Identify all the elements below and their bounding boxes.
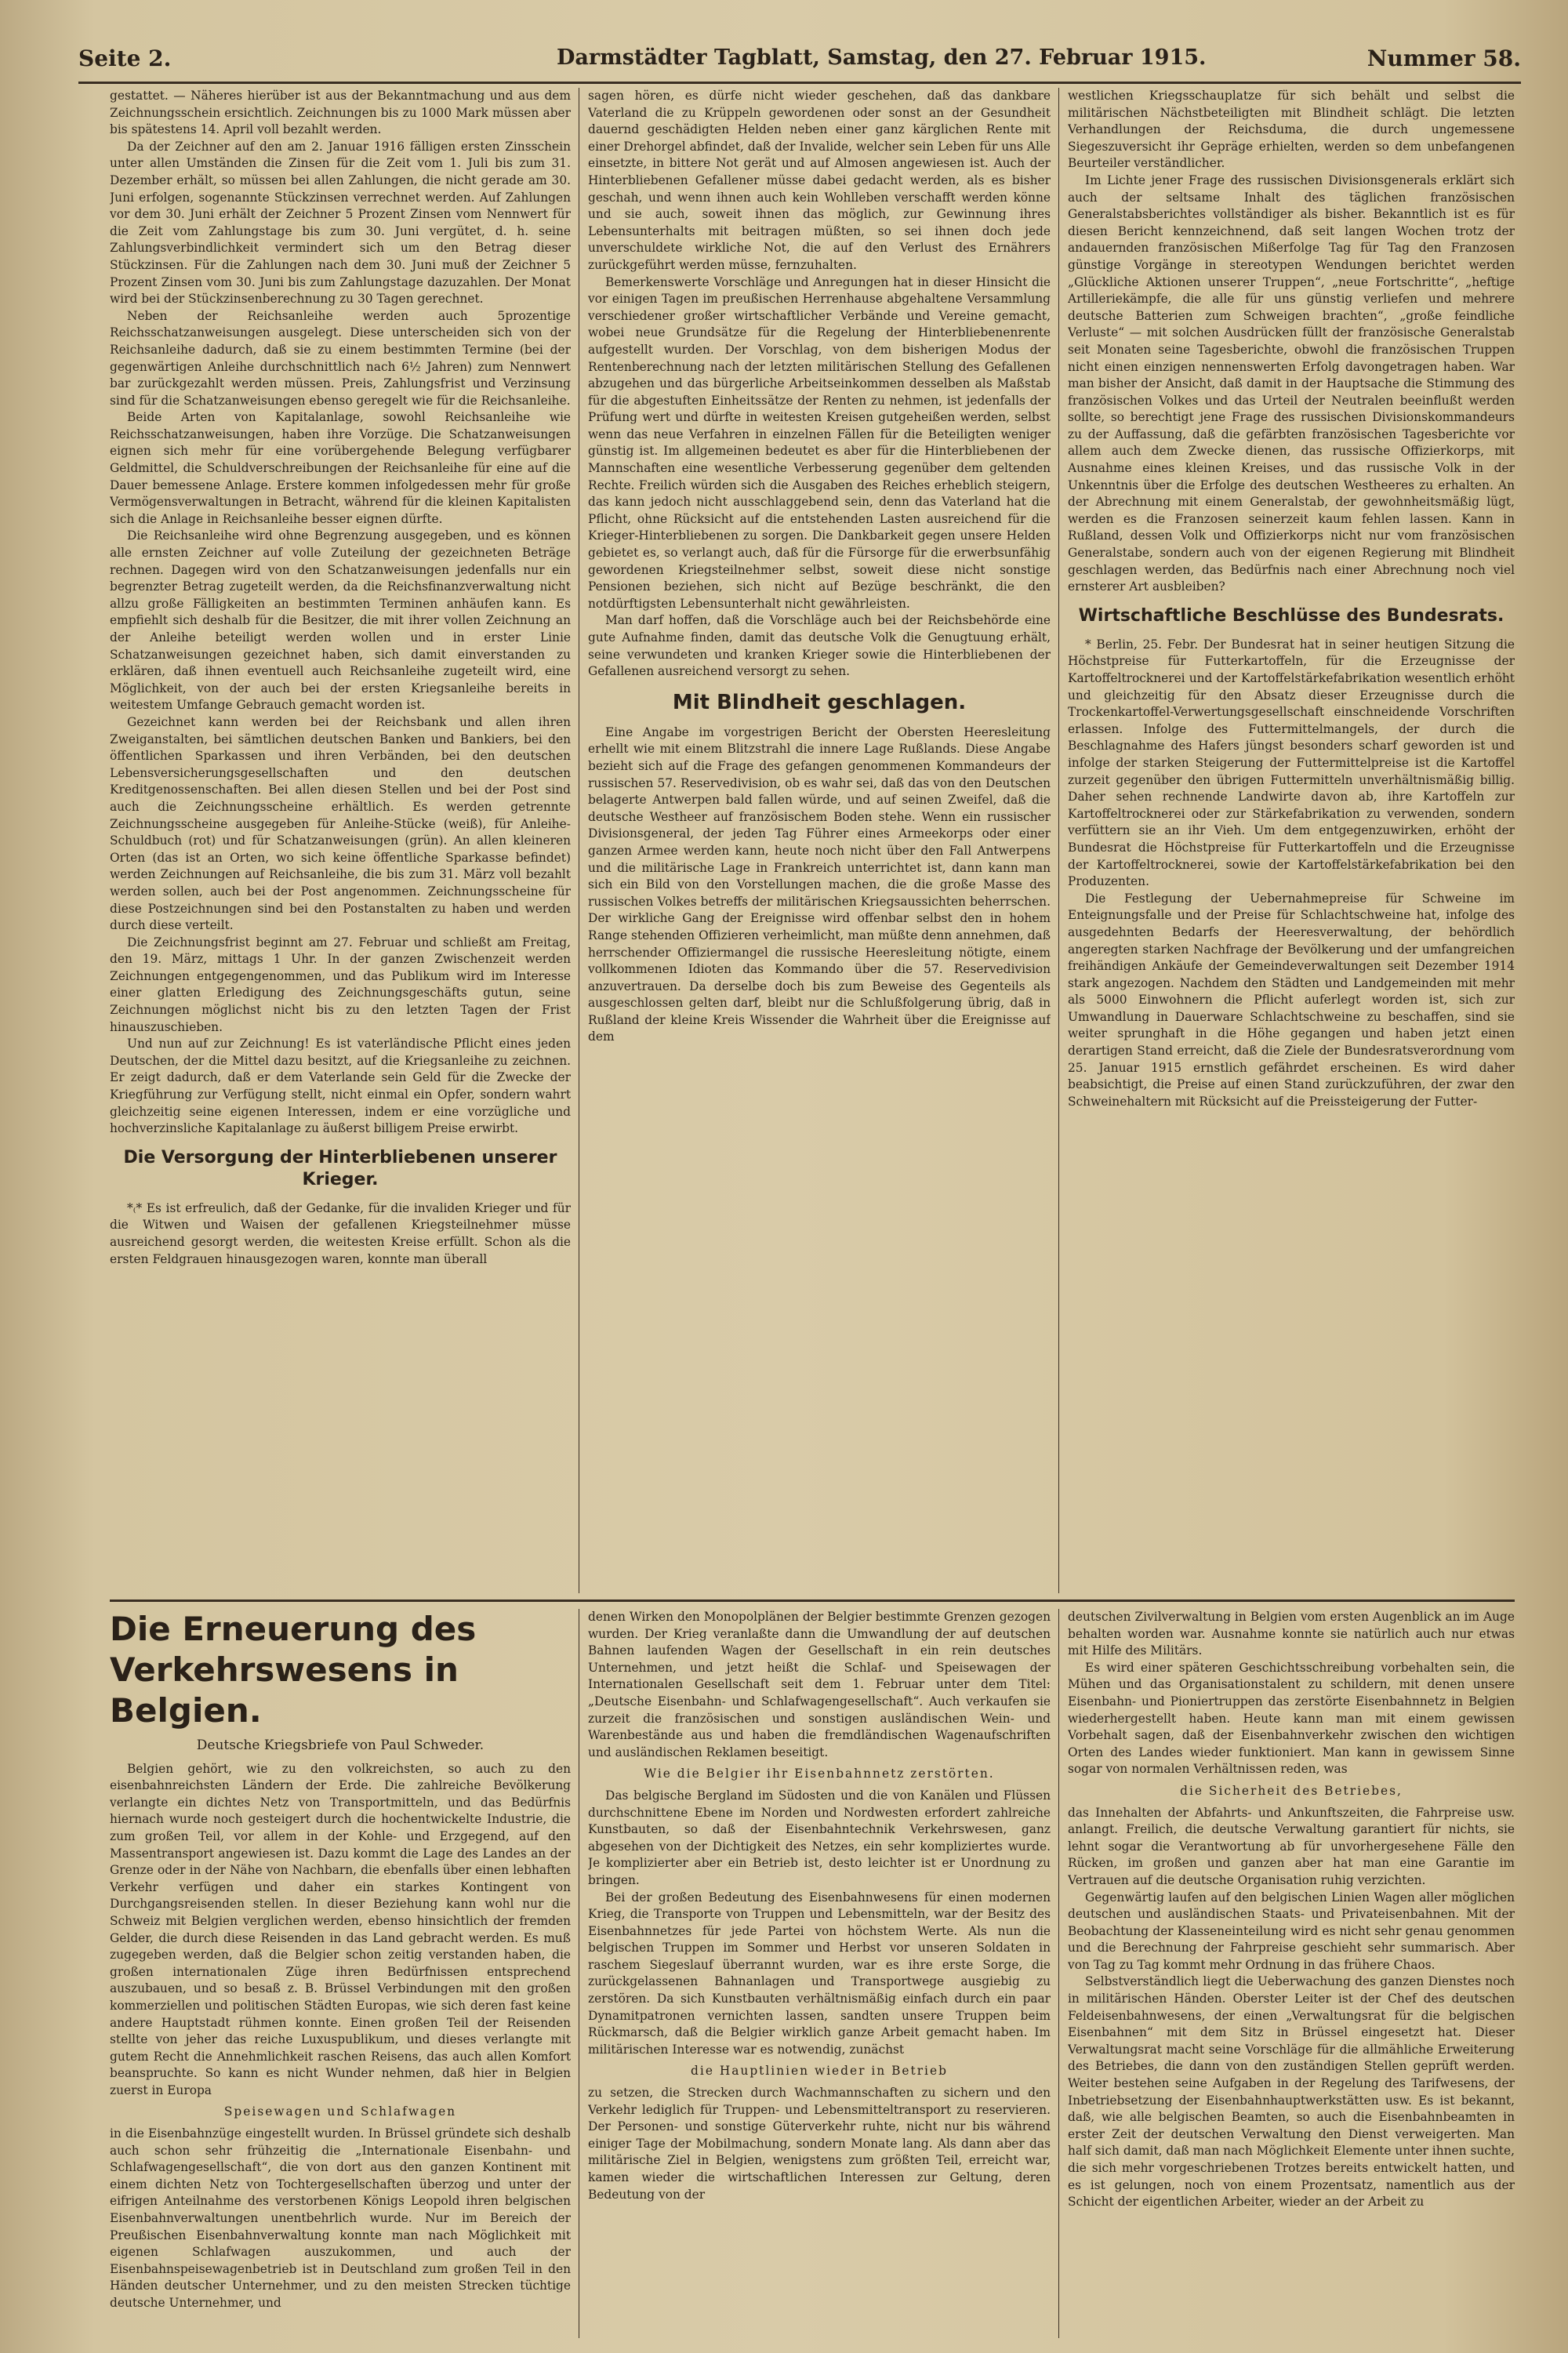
- paragraph: Die Zeichnungsfrist beginnt am 27. Februar und schließt am Freitag, den 19. März, mittags 1 Uhr. In der ganzen Zwischenzeit werden Zeichnungen entgegengenommen, und das Publikum wird im Interesse einer glatten Erledigung des Zeichnungsgeschäfts gutun, seine Zeichnungen möglichst nicht bis zu den letzten Tagen der Frist hinauszuschieben.: [110, 935, 571, 1034]
- column-2: [588, 88, 1051, 1593]
- subheading: die Hauptlinien wieder in Betrieb: [691, 2064, 948, 2079]
- anleihe-article: [110, 88, 571, 1138]
- column-divider: [1058, 88, 1059, 1593]
- issue-number: Nummer 58.: [1367, 45, 1521, 71]
- subheading: die Sicherheit des Betriebes,: [1180, 1783, 1403, 1798]
- paragraph: Man darf hoffen, daß die Vorschläge auch bei der Reichsbehörde eine gute Aufnahme finden, damit das deutsche Volk die Genugtuung erhält, seine verwundeten und kranken Krieger sowie die Hinterbliebenen der Gefallenen ausreichend versorgt zu sehen.: [588, 613, 1051, 679]
- paragraph: Die Festlegung der Uebernahmepreise für Schweine im Enteignungsfalle und der Preise für Schlachtschweine hat, infolge des ausgedehnten Bedarfs der Heeresverwaltung, der behördlich angeregten starken Nachfrage der Bevölkerung und der umfangreichen freihändigen Ankäufe der Gemeindeverwaltungen seit Dezember 1914 stark angezogen. Nachdem den Städten und Landgemeinden mit mehr als 5000 Einwohnern die Pflicht auferlegt worden ist, sich zur Umwandlung in Dauerware Schlachtschweine zu beschaffen, sind sie weiter sprunghaft in die Höhe gegangen und haben jetzt einen derartigen Stand erreicht, daß die Ziele der Bundesratsverordnung vom 25. Januar 1915 ernstlich gefährdet erscheinen. Es wird daher beabsichtigt, die Preise auf einen Stand zurückzuführen, der zwar den Schweinehaltern mit Rücksicht auf die Preissteigerung der Futter-: [1068, 891, 1515, 1109]
- section-rule: [110, 1600, 1515, 1602]
- subheading: Speisewagen und Schlafwagen: [223, 2104, 457, 2119]
- paragraph: Selbstverständlich liegt die Ueberwachung des ganzen Dienstes noch in militärischen Händen. Oberster Leiter ist der Chef des deutschen Feldeisenbahnwesens, der einen „Verwaltungsrat für die belgischen Eisenbahnen“ mit dem Sitz in Brüssel eingesetzt hat. Dieser Verwaltungsrat macht seine Vorschläge für die allmähliche Erweiterung des Betriebes, die dann von den zuständigen Stellen geprüft werden. Weiter bestehen seine Aufgaben in der Regelung des Tarifwesens, der Inbetriebsetzung der Eisenbahnhauptwerkstätten usw. Es ist bekannt, daß, wie alle belgischen Beamten, so auch die Eisenbahnbeamten in erster Zeit der deutschen Verwaltung den Dienst verweigerten. Man half sich damit, daß man nach Möglichkeit Elemente unter ihnen suchte, die sich mehr vorgeschriebenen Trotzes bereits entwickelt hatten, und es ist gelungen, noch von einem Prozentsatz, namentlich aus der Schicht der eigentlichen Arbeiter, wieder an der Arbeit zu: [1068, 1974, 1515, 2210]
- header-rule: [78, 82, 1521, 84]
- page-header: [78, 45, 1521, 80]
- paragraph: denen Wirken den Monopolplänen der Belgier bestimmte Grenzen gezogen wurden. Der Krieg veranlaßte dann die Umwandlung der auf deutschen Bahnen laufenden Wagen der Gesellschaft in ein rein deutsches Unternehmen, und jetzt heißt die Schlaf- und Speisewagen der Internationalen Gesellschaft seit dem 1. Februar unter dem Titel: „Deutsche Eisenbahn- und Schlafwagengesellschaft“. Auch verkaufen sie zurzeit die französischen und sonstigen ausländischen Wein- und Warenbestände aus und haben die fremdländischen Wagenaufschriften und ausländischen Reklamen beseitigt.: [588, 1610, 1051, 1759]
- lower-column-2: [588, 1609, 1051, 2338]
- paragraph: Eine Angabe im vorgestrigen Bericht der Obersten Heeresleitung erhellt wie mit einem Blitzstrahl die innere Lage Rußlands. Diese Angabe bezieht sich auf die Frage des gefangen genommenen Kommandeurs der russischen 57. Reservedivision, ob es wahr sei, daß das von den Deutschen belagerte Antwerpen bald fallen würde, und auf seinen Zweifel, daß die deutsche Westheer auf französischem Boden stehe. Wenn ein russischer Divisionsgeneral, der jeden Tag Führer eines Armeekorps oder einer ganzen Armee werden kann, heute noch nicht über den Fall Antwerpens und die militärische Lage in Frankreich unterrichtet ist, dann kann man sich ein Bild von den Vorstellungen machen, die die große Masse des russischen Volkes betreffs der militärischen Kriegsaussichten beherrschen. Der wirkliche Gang der Ereignisse wird offenbar selbst den in hohem Range stehenden Offizieren verheimlicht, man müßte denn annehmen, daß herrschender Offiziermangel die russische Heeresleitung nötigte, einem vollkommenen Idioten das Kommando über die 57. Reservedivision anzuvertrauen. Da derselbe doch bis zum Beweise des Gegenteils als ausgeschlossen gelten darf, bleibt nur die Schlußfolgerung übrig, daß in Rußland der kleine Kreis Wissender die Wahrheit über die Ereignisse auf dem: [588, 724, 1051, 1044]
- page-label: Seite 2.: [78, 45, 172, 71]
- paragraph: Beide Arten von Kapitalanlage, sowohl Reichsanleihe wie Reichsschatzanweisungen, haben ihre Vorzüge. Die Schatzanweisungen eignen sich mehr für eine vorübergehende Belegung verfügbarer Geldmittel, die Schuldverschreibungen der Reichsanleihe für eine auf die Dauer bemessene Anlage. Erstere kommen infolgedessen mehr für große Vermögensverwaltungen in Betracht, während für die kleinen Kapitalisten sich die Anlage in Reichsanleihe besser eignen dürfte.: [110, 410, 571, 526]
- subheading: Wie die Belgier ihr Eisenbahnnetz zerstörten.: [644, 1767, 995, 1781]
- paragraph: westlichen Kriegsschauplatze für sich behält und selbst die militärischen Nächstbeteiligten mit Blindheit schlägt. Die letzten Verhandlungen der Reichsduma, die durch ungemessene Siegeszuversicht ihr Gepräge erhielten, werden so dem unbefangenen Beurteiler verständlicher.: [1068, 89, 1515, 171]
- paragraph: Gegenwärtig laufen auf den belgischen Linien Wagen aller möglichen deutschen und ausländischen Staats- und Privateisenbahnen. Mit der Beobachtung der Klasseneinteilung wird es nicht sehr genau genommen und die Berechnung der Fahrpreise geschieht sehr summarisch. Aber von Tag zu Tag kommt mehr Ordnung in das frühere Chaos.: [1068, 1890, 1515, 1972]
- column-divider: [1058, 1609, 1059, 2338]
- paragraph: deutschen Zivilverwaltung in Belgien vom ersten Augenblick an im Auge behalten worden war. Ausnahme konnte sie natürlich auch nur etwas mit Hilfe des Militärs.: [1068, 1610, 1515, 1658]
- article-heading: Mit Blindheit geschlagen.: [672, 690, 967, 714]
- paragraph: *₍* Es ist erfreulich, daß der Gedanke, für die invaliden Krieger und für die Witwen und Waisen der gefallenen Kriegsteilnehmer müsse ausreichend gesorgt werden, die weitesten Kreise erfüllt. Schon als die ersten Feldgrauen hinausgezogen waren, konnte man überall: [110, 1200, 571, 1266]
- byline: Deutsche Kriegsbriefe von Paul Schweder.: [196, 1738, 485, 1753]
- column-1: [110, 88, 571, 1593]
- paragraph: in die Eisenbahnzüge eingestellt wurden. In Brüssel gründete sich deshalb auch schon sehr frühzeitig die „Internationale Eisenbahn- und Schlafwagengesellschaft“, die von dort aus den ganzen Kontinent mit einem dichten Netz von Tochtergesellschaften überzog und unter der eifrigen Anteilnahme des verstorbenen Königs Leopold ihren belgischen Eisenbahnverwaltungen unentbehrlich wurde. Nur im Bereich der Preußischen Eisenbahnverwaltung konnte man nach Möglichkeit mit eigenen Schlafwagen auszukommen, und auch der Eisenbahnspeisewagenbetrieb ist in Deutschland zum großen Teil in den Händen deutscher Unternehmer, und zu den meisten Strecken tüchtige deutsche Unternehmer, und: [110, 2126, 571, 2310]
- paragraph: gestattet. — Näheres hierüber ist aus der Bekanntmachung und aus dem Zeichnungsschein ersichtlich. Zeichnungen bis zu 1000 Mark müssen aber bis spätestens 14. April voll bezahlt werden.: [110, 89, 571, 137]
- paragraph: Es wird einer späteren Geschichtsschreibung vorbehalten sein, die Mühen und das Organisationstalent zu schildern, mit denen unsere Eisenbahn- und Pioniertruppen das zerstörte Eisenbahnnetz in Belgien wiederhergestellt haben. Heute kann man mit einem gewissen Vorbehalt sagen, daß der Eisenbahnverkehr zwischen den wichtigen Orten des Landes wieder funktioniert. Man kann in gewissem Sinne sogar von normalen Verhältnissen reden, was: [1068, 1660, 1515, 1777]
- paragraph: zu setzen, die Strecken durch Wachmannschaften zu sichern und den Verkehr lediglich für Truppen- und Lebensmitteltransport zu reservieren. Der Personen- und sonstige Güterverkehr ruhte, nicht nur bis während einiger Tage der Mobilmachung, sondern Monate lang. Als dann aber das militärische Ziel in Belgien, wenigstens zum größten Teil, erreicht war, kamen wieder die wirtschaftlichen Interessen zur Geltung, deren Bedeutung von der: [588, 2086, 1051, 2202]
- paragraph: Da der Zeichner auf den am 2. Januar 1916 fälligen ersten Zinsschein unter allen Umständen die Zinsen für die Zeit vom 1. Juli bis zum 31. Dezember erhält, so müssen bei allen Zahlungen, die nicht gerade am 30. Juni erfolgen, sogenannte Stückzinsen verrechnet werden. Auf Zahlungen vor dem 30. Juni erhält der Zeichner 5 Prozent Zinsen vom Nennwert für die Zeit vom Zahlungstage bis zum 30. Juni vergütet, d. h. seine Zahlungsverbindlichkeit vermindert sich um den Betrag dieser Stückzinsen. Für die Zahlungen nach dem 30. Juni muß der Zeichner 5 Prozent Zinsen vom 30. Juni bis zum Zahlungstage dazuzahlen. Der Monat wird bei der Stückzinsenberechnung zu 30 Tagen gerechnet.: [110, 139, 571, 307]
- paragraph: Die Reichsanleihe wird ohne Begrenzung ausgegeben, und es können alle ernsten Zeichner auf volle Zuteilung der gezeichneten Beträge rechnen. Dagegen wird von den Schatzanweisungen jedenfalls nur ein begrenzter Betrag zugeteilt werden, da die Reichsfinanzverwaltung nicht allzu große Fälligkeiten an bestimmten Terminen anhäufen kann. Es empfiehlt sich deshalb für die Besitzer, die mit ihrer vollen Zeichnung an der Anleihe beteiligt werden wollen und in erster Linie Schatzanweisungen gezeichnet haben, sich damit einverstanden zu erklären, daß ihnen eventuell auch Reichsanleihe zugeteilt wird, eine Möglichkeit, von der auch bei der ersten Kriegsanleihe bereits in weitestem Umfange Gebrauch gemacht worden ist.: [110, 528, 571, 713]
- paragraph: das Innehalten der Abfahrts- und Ankunftszeiten, die Fahrpreise usw. anlangt. Freilich, die deutsche Verwaltung garantiert für nichts, sie lehnt sogar die Verantwortung ab für unvorhergesehene Fälle den Rücken, im großen und ganzen aber hat man eine Garantie im Vertrauen auf die deutsche Organisation ruhig verzichten.: [1068, 1805, 1515, 1887]
- column-3: [1068, 88, 1515, 1593]
- masthead: Darmstädter Tagblatt, Samstag, den 27. Februar 1915.: [557, 45, 1207, 70]
- feature-title: Die Erneuerung des Verkehrswesens in Belgien.: [110, 1610, 477, 1730]
- article-heading: Die Versorgung der Hinterbliebenen unserer Krieger.: [123, 1147, 557, 1189]
- paragraph: Das belgische Bergland im Südosten und die von Kanälen und Flüssen durchschnittene Ebene im Norden und Nordwesten erfordert zahlreiche Kunstbauten, so daß der Eisenbahntechnik Verkehrswesen, ganz abgesehen von der Dichtigkeit des Netzes, ein sehr kompliziertes wurde. Je komplizierter aber ein Betrieb ist, desto leichter ist er Unordnung zu bringen.: [588, 1788, 1051, 1887]
- paragraph: Im Lichte jener Frage des russischen Divisionsgenerals erklärt sich auch der seltsame Inhalt des täglichen französischen Generalstabsberichtes vollständiger als bisher. Bekanntlich ist es für diesen Bericht kennzeichnend, daß seit langen Wochen trotz der andauernden französischen Mißerfolge Tag für Tag den Franzosen günstige Vorgänge in stereotypen Wendungen berichtet werden „Glückliche Aktionen unserer Truppen“, „neue Fortschritte“, „heftige Artilleriekämpfe, die alle für uns günstig verliefen und mehrere deutsche Batterien zum Schweigen brachten“, „große feindliche Verluste“ — mit solchen Ausdrücken füllt der französische Generalstab seit Monaten seine Tagesberichte, obwohl die französischen Truppen nicht einen einzigen nennenswerten Erfolg davongetragen haben. War man bisher der Ansicht, daß damit in der Hauptsache die Stimmung des französischen Volkes und das Urteil der Neutralen beeinflußt werden sollte, so berechtigt jene Frage des russischen Divisionskommandeurs zu der Auffassung, daß die gefärbten französischen Tagesberichte vor allem auch dem Zwecke dienen, das russische Offizierkorps, mit Ausnahme eines kleinen Kreises, und das russische Volk in der Unkenntnis über die Erfolge des deutschen Westheeres zu erhalten. An der Abrechnung mit einem Generalstab, der gewohnheitsmäßig lügt, werden es die Franzosen seinerzeit kaum fehlen lassen. Kann in Rußland, dessen Volk und Offizierkorps nicht nur vom französischen Generalstabe, sondern auch von der eigenen Regierung mit Blindheit geschlagen werden, das Bedürfnis nach einer Abrechnung noch viel ernsterer Art ausbleiben?: [1068, 172, 1515, 594]
- lower-column-3: [1068, 1609, 1515, 2338]
- lower-column-1: [110, 1609, 571, 2338]
- paragraph: Neben der Reichsanleihe werden auch 5prozentige Reichsschatzanweisungen ausgelegt. Diese unterscheiden sich von der Reichsanleihe dadurch, daß sie zu einem bestimmten Termine (bei der gegenwärtigen Anleihe durchschnittlich nach 6½ Jahren) zum Nennwert bar zurückgezahlt werden müssen. Preis, Zahlungsfrist und Verzinsung sind für die Schatzanweisungen ebenso geregelt wie für die Reichsanleihe.: [110, 308, 571, 408]
- paragraph: Gezeichnet kann werden bei der Reichsbank und allen ihren Zweiganstalten, bei sämtlichen deutschen Banken und Bankiers, bei den öffentlichen Sparkassen und ihren Verbänden, bei den deutschen Lebensversicherungsgesellschaften und den deutschen Kreditgenossenschaften. Bei allen diesen Stellen und bei der Post sind auch die Zeichnungsscheine erhältlich. Es werden getrennte Zeichnungsscheine ausgegeben für Anleihe-Stücke (weiß), für Anleihe-Schuldbuch (rot) und für Schatzanweisungen (grün). An allen kleineren Orten (das ist an Orten, wo sich keine öffentliche Sparkasse befindet) werden Zeichnungen auf Reichsanleihe, die bis zum 31. März voll bezahlt werden sollen, auch bei der Post angenommen. Zeichnungsscheine für diese Postzeichnungen sind bei den Postanstalten zu haben und werden durch diese verteilt.: [110, 714, 571, 933]
- paragraph: sagen hören, es dürfe nicht wieder geschehen, daß das dankbare Vaterland die zu Krüppeln gewordenen oder sonst an der Gesundheit dauernd geschädigten Helden neben einer ganz kärglichen Rente mit einer Drehorgel abfindet, daß der Invalide, welcher sein Leben für uns Alle einsetzte, in bittere Not gerät und auf Almosen angewiesen ist. Auch der Hinterbliebenen Gefallener müsse dabei gedacht werden, als es bisher geschah, und wenn ihnen auch kein Wohlleben verschafft werden könne und sie auch, soweit ihnen das möglich, zur Gewinnung ihres Lebensunterhalts mit beitragen müßten, so sei ihnen doch jede unverschuldete wirkliche Not, die auf den Verlust des Ernährers zurückgeführt werden müsse, fernzuhalten.: [588, 89, 1051, 272]
- paragraph: Und nun auf zur Zeichnung! Es ist vaterländische Pflicht eines jeden Deutschen, der die Mittel dazu besitzt, auf die Kriegsanleihe zu zeichnen. Er zeigt dadurch, daß er dem Vaterlande sein Geld für die Zwecke der Kriegführung zur Verfügung stellt, nicht einmal ein Opfer, sondern wahrt gleichzeitig seine eigenen Interessen, indem er eine vorzügliche und hochverzinsliche Kapitalanlage zu äußerst billigem Preise erwirbt.: [110, 1037, 571, 1136]
- paragraph: Bemerkenswerte Vorschläge und Anregungen hat in dieser Hinsicht die vor einigen Tagen im preußischen Herrenhause abgehaltene Versammlung verschiedener großer wirtschaftlicher Verbände und Vereine gemacht, wobei neue Grundsätze für die Regelung der Hinterbliebenenrente aufgestellt wurden. Der Vorschlag, von dem bisherigen Modus der Rentenberechnung nach der letzten militärischen Stellung des Gefallenen abzugehen und das bürgerliche Arbeitseinkommen desselben als Maßstab für die abgestuften Einheitssätze der Renten zu nehmen, ist jedenfalls der Prüfung wert und dürfte in weitesten Kreisen gutgeheißen werden, selbst wenn das neue Verfahren in einzelnen Fällen für die Beteiligten weniger günstig ist. Im allgemeinen bedeutet es aber für die Hinterbliebenen der Mannschaften eine wesentliche Verbesserung gegenüber dem geltenden Rechte. Freilich würden sich die Ausgaben des Reiches erheblich steigern, das kann jedoch nicht ausschlaggebend sein, denn das Vaterland hat die Pflicht, ohne Rücksicht auf die entstehenden Lasten ausreichend für die Krieger-Hinterbliebenen zu sorgen. Die Dankbarkeit gegen unsere Helden gebietet es, so verlangt auch, daß für die Fürsorge für die erwerbsunfähig gewordenen Kriegsteilnehmer selbst, soweit diese nicht sonstige Pensionen beziehen, sich nicht auf Bezüge beschränkt, die den notdürftigsten Lebensunterhalt nicht gewährleisten.: [588, 274, 1051, 611]
- paragraph: Belgien gehört, wie zu den volkreichsten, so auch zu den eisenbahnreichsten Ländern der Erde. Die zahlreiche Bevölkerung verlangte ein dichtes Netz von Transportmitteln, und das Bedürfnis hiernach wurde noch gesteigert durch die hochentwickelte Industrie, die zum großen Teil, vor allem in der Kohle- und Erzgegend, auf den Massentransport angewiesen ist. Dazu kommt die Lage des Landes an der Grenze oder in der Nähe von Nachbarn, die ebenfalls über einen lebhaften Verkehr verfügen und daher ein starkes Kontingent von Durchgangsreisenden stellen. In dieser Beziehung kann wohl nur die Schweiz mit Belgien verglichen werden, ebenso hinsichtlich der fremden Gelder, die durch diese Reisenden in das Land gebracht werden. Es muß zugegeben werden, daß die Belgier schon zeitig verstanden haben, die großen internationalen Züge ihren Bedürfnissen entsprechend auszubauen, und so besaß z. B. Brüssel Verbindungen mit den großen kommerziellen und politischen Städten Europas, wie sich deren fast keine andere Hauptstadt rühmen konnte. Einen großen Teil der Reisenden stellte von jeher das reiche Luxuspublikum, und dieses verlangte mit gutem Recht die Annehmlichkeit raschen Reisens, das auch allen Komfort beanspruchte. So kann es nicht Wunder nehmen, daß hier in Belgien zuerst in Europa: [110, 1761, 571, 2097]
- paragraph: * Berlin, 25. Febr. Der Bundesrat hat in seiner heutigen Sitzung die Höchstpreise für Futterkartoffeln, für die Erzeugnisse der Kartoffeltrocknerei und der Kartoffelstärkefabrikation wesentlich erhöht und gleichzeitig für den Absatz dieser Erzeugnisse durch die Trockenkartoffel-Verwertungsgesellschaft einschneidende Vorschriften erlassen. Infolge des Futtermittelmangels, der durch die Beschlagnahme des Hafers jüngst besonders scharf geworden ist und infolge der starken Steigerung der Futtermittelpreise ist die Kartoffel zurzeit gegenüber den übrigen Futtermitteln unverhältnismäßig billig. Daher sehen rechnende Landwirte davon ab, ihre Kartoffeln zur Kartoffeltrocknerei oder zur Stärkefabrikation zu verwenden, sondern verfüttern sie an ihr Vieh. Um dem entgegenzuwirken, erhöht der Bundesrat die Höchstpreise für Futterkartoffeln und die Erzeugnisse der Kartoffeltrocknerei, sowie der Kartoffelstärkefabrikation bei den Produzenten.: [1068, 637, 1515, 889]
- article-heading: Wirtschaftliche Beschlüsse des Bundesrats.: [1078, 605, 1504, 626]
- paragraph: Bei der großen Bedeutung des Eisenbahnwesens für einen modernen Krieg, die Transporte von Truppen und Lebensmitteln, war der Besitz des Eisenbahnnetzes für jede Partei von höchstem Werte. Als nun die belgischen Truppen im Sommer und Herbst vor unseren Soldaten in raschem Siegeslauf überrannt wurden, war es ihre erste Sorge, die zurückgelassenen Bahnanlagen und Transportwege ausgiebig zu zerstören. Da sich Kunstbauten verhältnismäßig einfach durch ein paar Dynamitpatronen vernichten lassen, sandten unsere Truppen beim Rückmarsch, daß die Belgier wirklich ganze Arbeit gemacht haben. Im militärischen Interesse war es notwendig, zunächst: [588, 1890, 1051, 2057]
